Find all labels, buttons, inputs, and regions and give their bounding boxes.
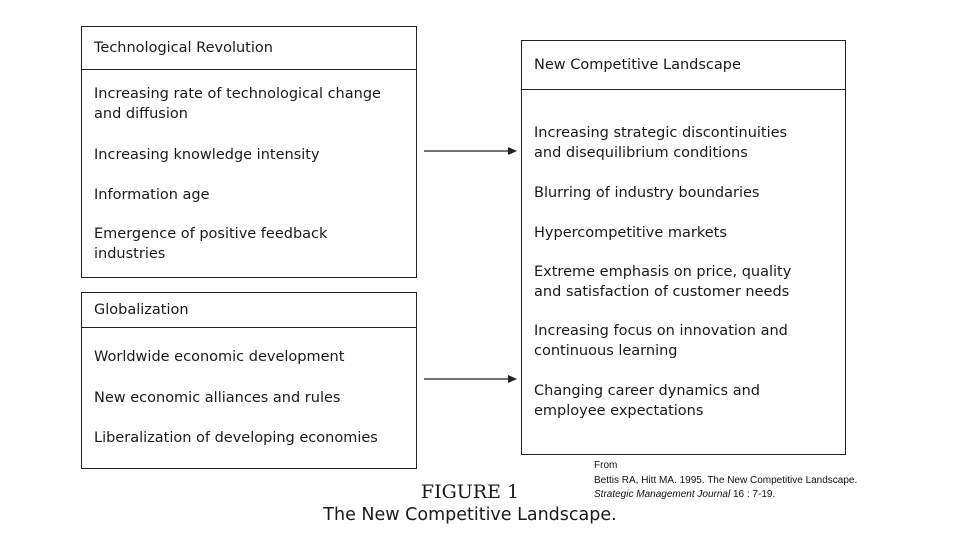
landscape-box-title: New Competitive Landscape xyxy=(522,41,845,90)
glob-item: New economic alliances and rules xyxy=(94,390,341,406)
tech-item: Information age xyxy=(94,187,210,203)
tech-item: Increasing rate of technological change and diffusion xyxy=(94,86,381,122)
source-journal: Strategic Management Journal xyxy=(594,489,731,500)
glob-item: Liberalization of developing economies xyxy=(94,430,378,446)
source-volume: 16 : 7-19. xyxy=(730,489,776,500)
tech-box-title: Technological Revolution xyxy=(82,27,416,70)
figure-caption: The New Competitive Landscape. xyxy=(323,505,617,525)
landscape-item: Increasing focus on innovation and continuous learning xyxy=(534,323,788,359)
source-citation xyxy=(594,459,857,503)
landscape-item: Changing career dynamics and employee expectations xyxy=(534,383,760,419)
globalization-box xyxy=(81,292,417,469)
source-journal-line xyxy=(594,488,857,503)
figure-number: FIGURE 1 xyxy=(420,481,520,503)
new-competitive-landscape-box xyxy=(521,40,846,455)
technological-revolution-box xyxy=(81,26,417,278)
glob-box-title: Globalization xyxy=(82,293,416,328)
arrow-right-icon xyxy=(424,145,518,157)
arrow-right-icon xyxy=(424,373,518,385)
landscape-item: Increasing strategic discontinuities and disequilibrium conditions xyxy=(534,125,788,161)
source-from: From xyxy=(594,460,618,471)
landscape-item: Hypercompetitive markets xyxy=(534,225,727,241)
landscape-item: Extreme emphasis on price, quality and satisfaction of customer needs xyxy=(534,264,792,300)
tech-item: Emergence of positive feedback industries xyxy=(94,226,328,262)
glob-item: Worldwide economic development xyxy=(94,349,345,365)
source-authors: Bettis RA, Hitt MA. 1995. The New Competitive Landscape. xyxy=(594,474,858,486)
tech-item: Increasing knowledge intensity xyxy=(94,147,320,163)
landscape-item: Blurring of industry boundaries xyxy=(534,185,760,201)
